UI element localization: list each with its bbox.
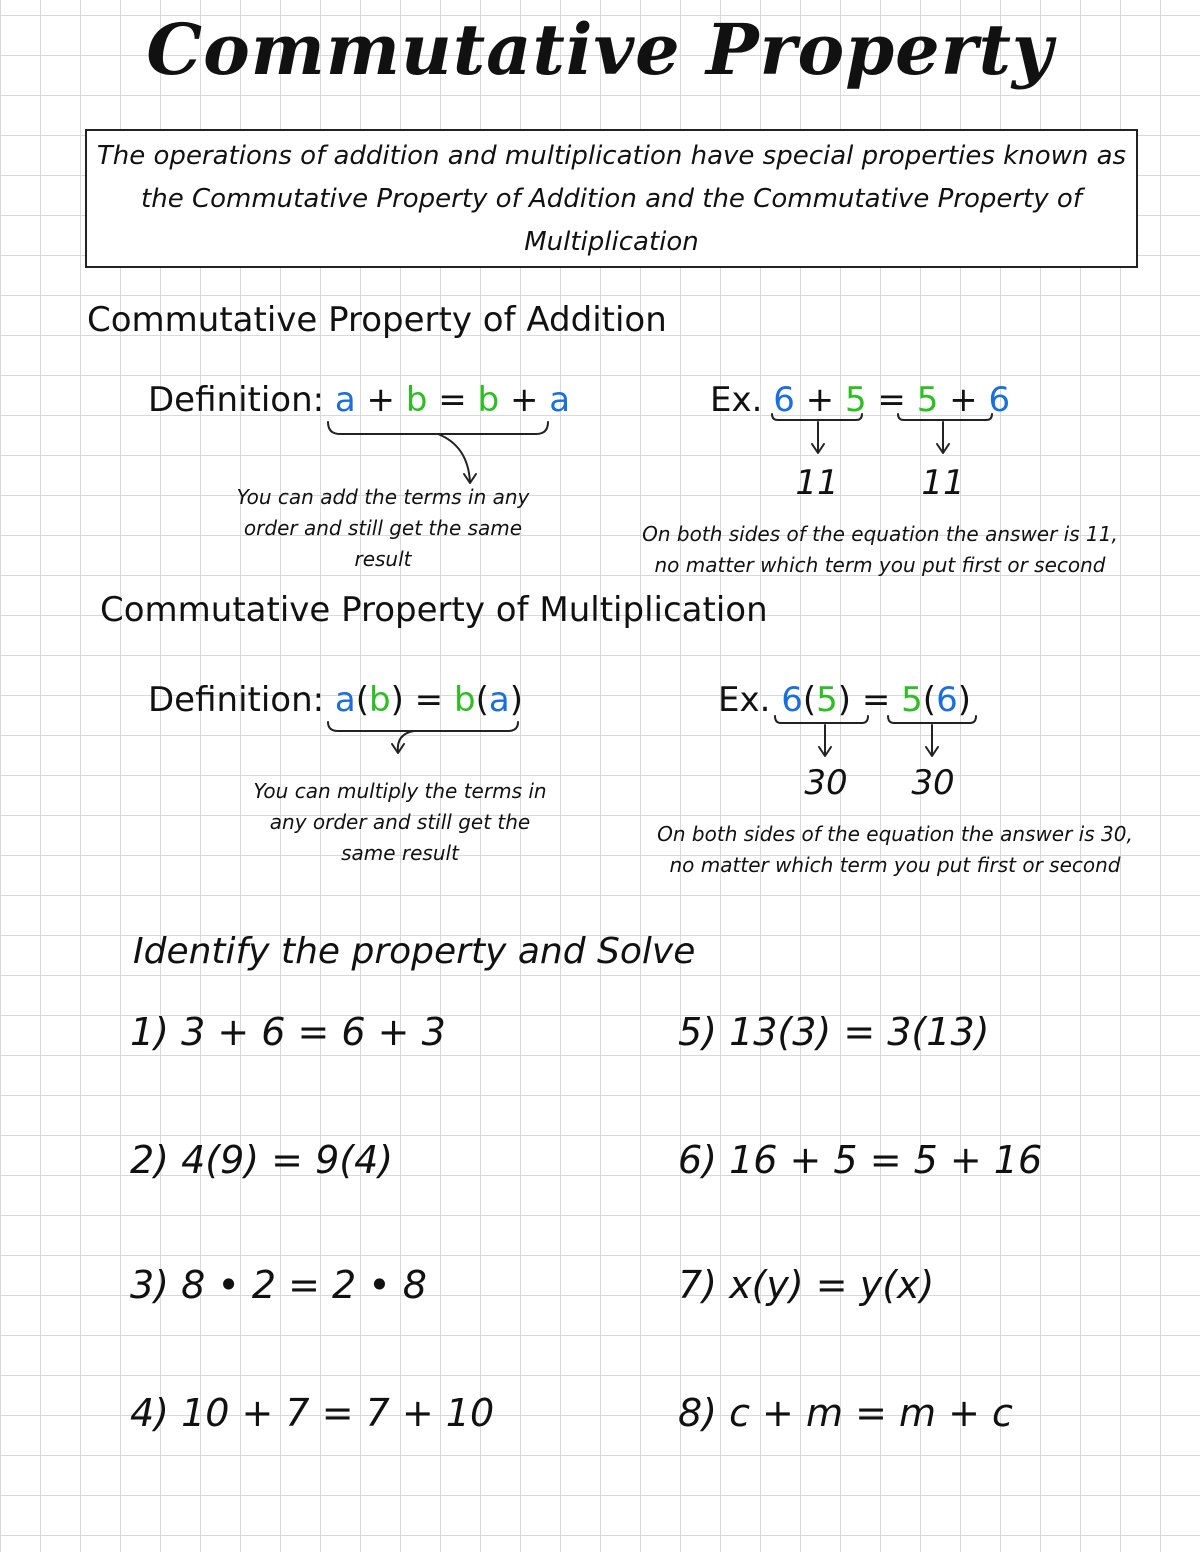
- intro-text: The operations of addition and multiplication have special properties known as the Commutative Property of Addition and the Commutative Property of Multiplication: [96, 141, 1127, 257]
- curved-arrow: [438, 434, 470, 482]
- equals: =: [427, 380, 478, 420]
- example-term: 6: [988, 380, 1011, 420]
- multiplication-definition-note: You can multiply the terms in any order and still get the same result: [253, 779, 547, 865]
- example-label: Ex.: [718, 680, 771, 720]
- down-arrow: [937, 422, 949, 453]
- paren: (: [475, 680, 489, 720]
- term-b: b: [453, 680, 476, 720]
- equals: =: [851, 680, 902, 720]
- example-term: 6: [781, 680, 803, 720]
- paren: (: [355, 680, 370, 720]
- example-label: Ex.: [710, 380, 763, 420]
- problem-6: 6) 16 + 5 = 5 + 16: [678, 1138, 1043, 1182]
- term-b: b: [405, 380, 428, 420]
- term-a: a: [334, 380, 356, 420]
- example-term: 6: [773, 380, 795, 420]
- problem-2: 2) 4(9) = 9(4): [130, 1138, 394, 1182]
- paren: ): [509, 680, 523, 720]
- down-arrow: [819, 725, 831, 756]
- paren: ): [390, 680, 404, 720]
- operator: +: [355, 380, 406, 420]
- curved-arrow: [398, 731, 414, 752]
- problem-4: 4) 10 + 7 = 7 + 10: [130, 1391, 495, 1435]
- multiplication-example: [718, 680, 971, 720]
- multiplication-definition: [148, 680, 523, 720]
- equals: =: [866, 380, 917, 420]
- example-term: 5: [844, 380, 867, 420]
- problem-3: 3) 8 • 2 = 2 • 8: [130, 1263, 427, 1307]
- term-a: a: [334, 680, 356, 720]
- multiplication-result-left: 30: [804, 763, 848, 803]
- definition-label: Definition:: [148, 680, 325, 720]
- definition-brace: [328, 722, 518, 731]
- addition-definition: [148, 380, 570, 420]
- example-term: 5: [816, 680, 838, 720]
- intro-box: [85, 129, 1138, 268]
- paren: (: [802, 680, 817, 720]
- problem-8: 8) c + m = m + c: [678, 1391, 1013, 1435]
- problem-7: 7) x(y) = y(x): [678, 1263, 935, 1307]
- term-a: a: [549, 380, 571, 420]
- operator: +: [499, 380, 550, 420]
- practice-heading: Identify the property and Solve: [133, 931, 696, 972]
- addition-result-right: 11: [921, 463, 965, 503]
- equals: =: [403, 680, 454, 720]
- paren: ): [957, 680, 971, 720]
- problem-1: 1) 3 + 6 = 6 + 3: [130, 1010, 446, 1054]
- term-b: b: [369, 680, 391, 720]
- addition-definition-note: You can add the terms in any order and still get the same result: [236, 485, 530, 571]
- definition-brace: [328, 422, 548, 434]
- example-term: 5: [901, 680, 923, 720]
- addition-heading: Commutative Property of Addition: [87, 300, 667, 340]
- multiplication-heading: Commutative Property of Multiplication: [100, 590, 768, 630]
- arrowhead: [392, 744, 404, 753]
- term-b: b: [477, 380, 500, 420]
- multiplication-result-right: 30: [911, 763, 955, 803]
- addition-example-note: On both sides of the equation the answer is 11, no matter which term you put first or second: [642, 522, 1118, 577]
- example-term: 6: [936, 680, 958, 720]
- page-title: Commutative Property: [146, 8, 1054, 91]
- addition-example: [710, 380, 1010, 420]
- term-a: a: [488, 680, 510, 720]
- definition-label: Definition:: [148, 380, 325, 420]
- operator: +: [938, 380, 989, 420]
- multiplication-example-note: On both sides of the equation the answer is 30, no matter which term you put first or second: [657, 822, 1133, 877]
- down-arrow: [926, 725, 938, 756]
- example-term: 5: [916, 380, 939, 420]
- down-arrow: [812, 422, 824, 453]
- problem-5: 5) 13(3) = 3(13): [678, 1010, 990, 1054]
- paren: (: [922, 680, 937, 720]
- addition-result-left: 11: [795, 463, 839, 503]
- paren: ): [837, 680, 852, 720]
- operator: +: [794, 380, 845, 420]
